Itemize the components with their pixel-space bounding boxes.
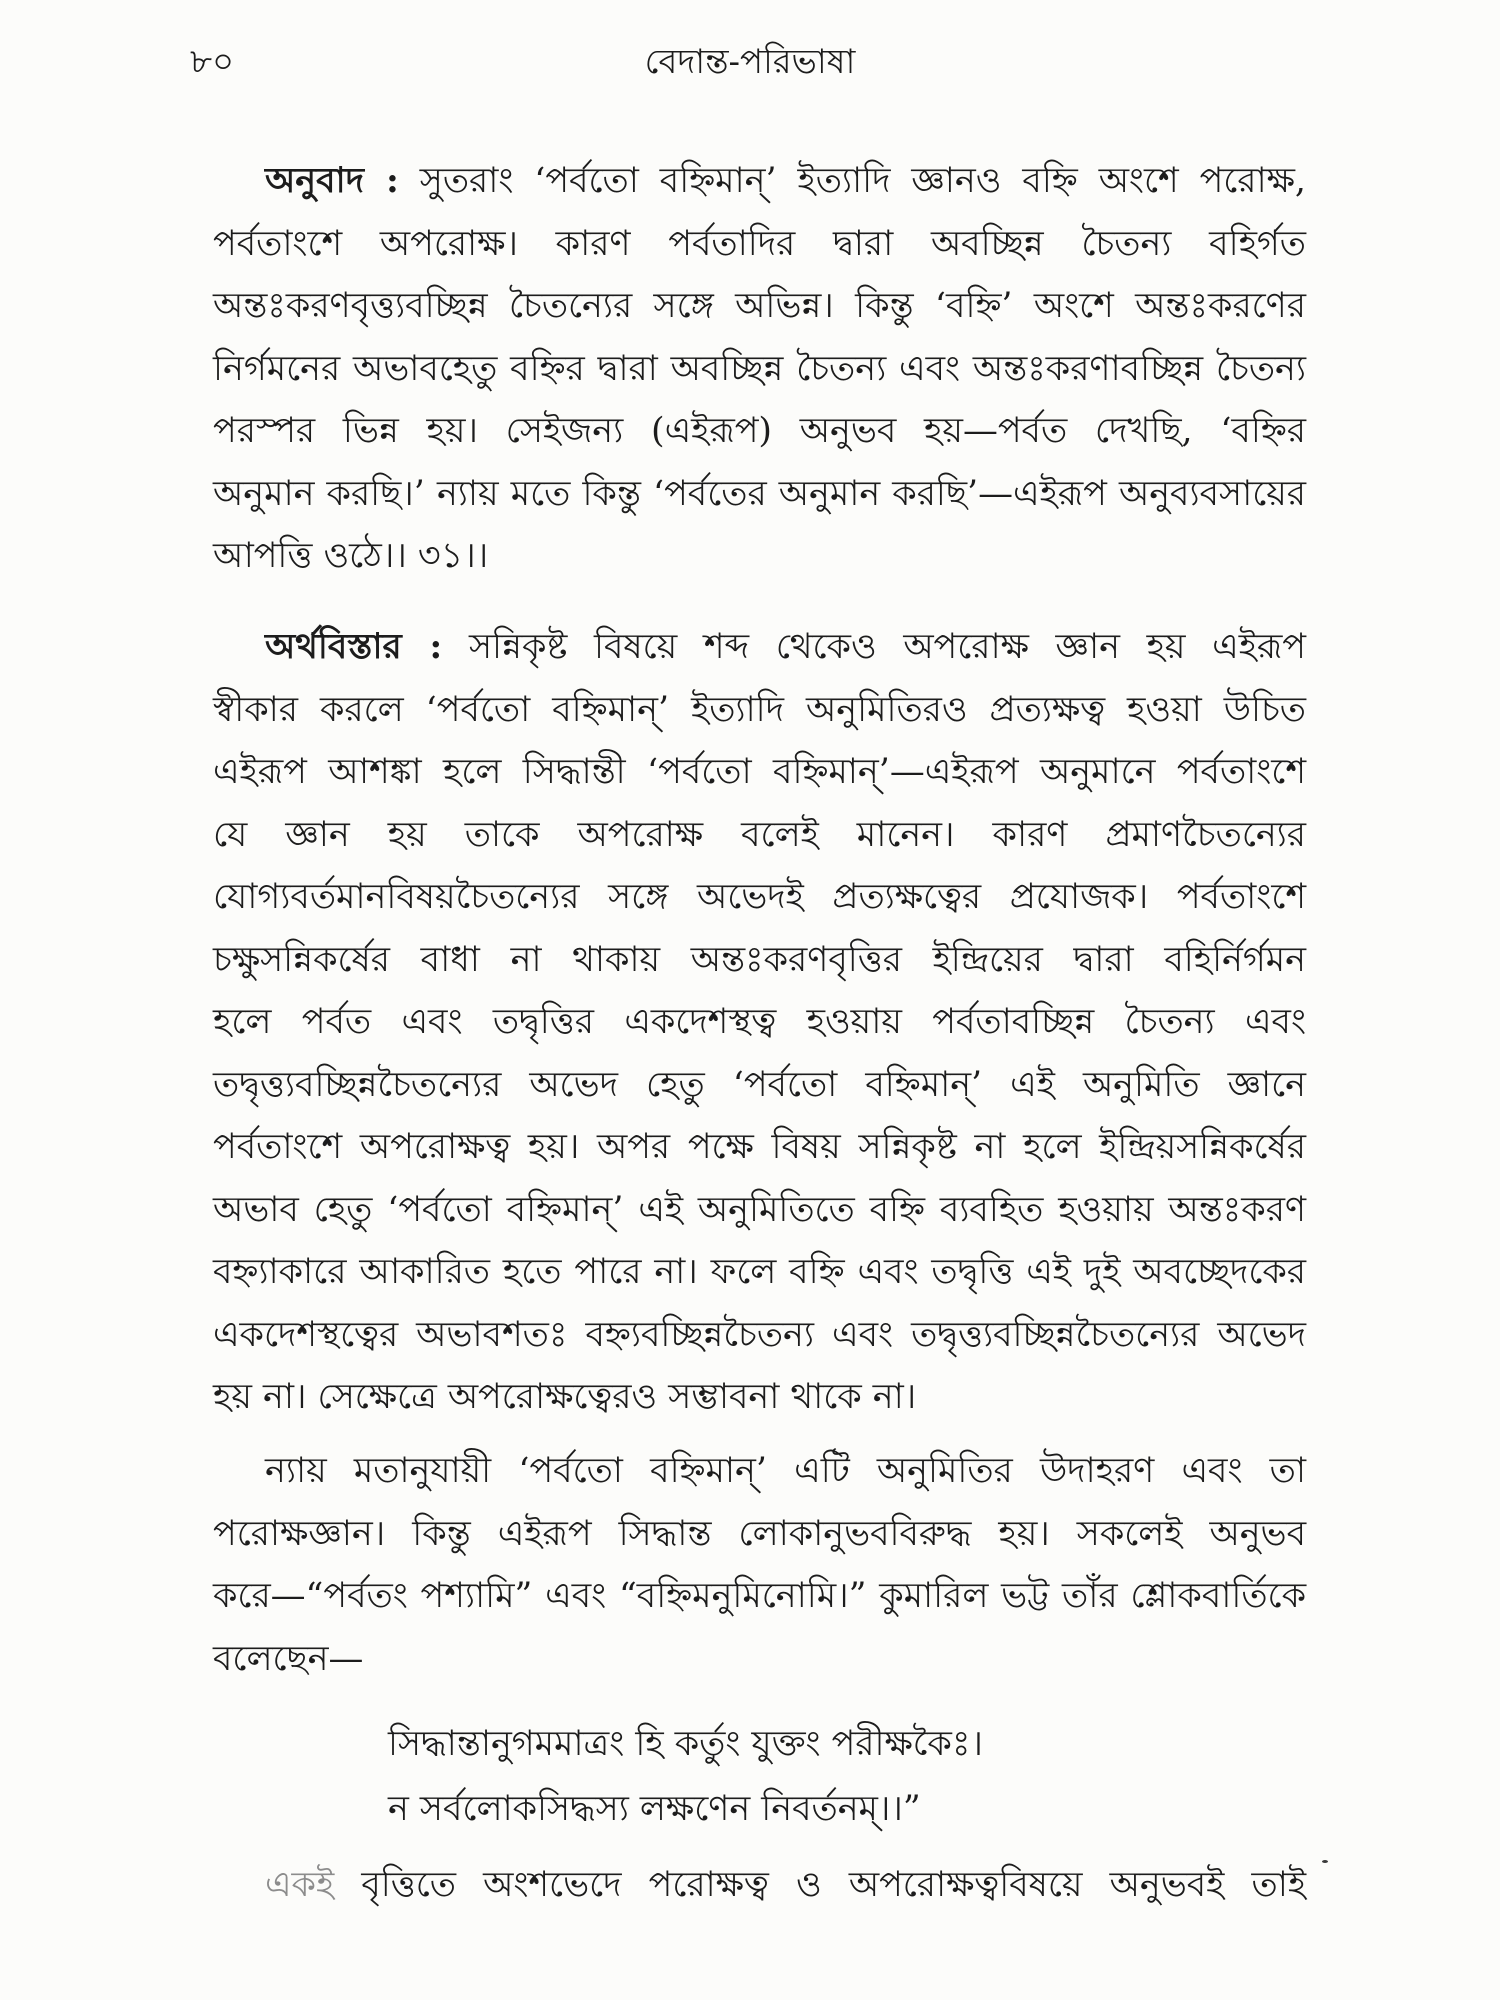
- continuation-line-text: বৃত্তিতে অংশভেদে পরোক্ষত্ব ও অপরোক্ষত্ববিষয়ে অনুভবই তাই: [361, 1865, 1306, 1905]
- translation-line: পর্বতাংশে অপরোক্ষ। কারণ পর্বতাদির দ্বারা অবচ্ছিন্ন চৈতন্য বহির্গত: [213, 223, 1306, 264]
- translation-line-text: সুতরাং ‘পর্বতো বহ্নিমান্’ ইত্যাদি জ্ঞানও বহ্নি অংশে পরোক্ষ,: [419, 161, 1306, 201]
- explanation-line: যে জ্ঞান হয় তাকে অপরোক্ষ বলেই মানেন। কারণ প্রমাণচৈতন্যের: [213, 814, 1306, 855]
- explanation-label: অর্থবিস্তার :: [265, 626, 443, 667]
- explanation-line: যোগ্যবর্তমানবিষয়চৈতন্যের সঙ্গে অভেদই প্রত্যক্ষত্বের প্রযোজক। পর্বতাংশে: [213, 877, 1306, 917]
- explanation-line: হলে পর্বত এবং তদ্বৃত্তির একদেশস্থত্ব হওয়ায় পর্বতাবচ্ছিন্ন চৈতন্য এবং: [213, 1002, 1306, 1042]
- verse-line: সিদ্ধান্তানুগমমাত্রং হি কর্তুং যুক্তং পরীক্ষকৈঃ।: [388, 1724, 983, 1764]
- translation-line: নির্গমনের অভাবহেতু বহ্নির দ্বারা অবচ্ছিন্ন চৈতন্য এবং অন্তঃকরণাবচ্ছিন্ন চৈতন্য: [213, 348, 1306, 389]
- translation-line: [213, 150, 1306, 213]
- continuation-line: [213, 1854, 1306, 1917]
- nyaya-line: বলেছেন—: [213, 1638, 364, 1679]
- explanation-line: তদ্বৃত্ত্যবচ্ছিন্নচৈতন্যের অভেদ হেতু ‘পর্বতো বহ্নিমান্’ এই অনুমিতি জ্ঞানে: [213, 1064, 1306, 1105]
- explanation-line: চক্ষুসন্নিকর্ষের বাধা না থাকায় অন্তঃকরণবৃত্তির ইন্দ্রিয়ের দ্বারা বহির্নির্গমন: [213, 939, 1306, 980]
- verse-quotation: [388, 1712, 1306, 1842]
- translation-paragraph: [213, 150, 1306, 588]
- nyaya-paragraph: [213, 1440, 1306, 1690]
- nyaya-line: ন্যায় মতানুযায়ী ‘পর্বতো বহ্নিমান্’ এটি অনুমিতির উদাহরণ এবং তা: [265, 1451, 1306, 1491]
- text-area: [213, 0, 1306, 2000]
- translation-line: অনুমান করছি।’ ন্যায় মতে কিন্তু ‘পর্বতের অনুমান করছি’—এইরূপ অনুব্যবসায়ের: [213, 473, 1306, 514]
- running-title: বেদান্ত-পরিভাষা: [644, 42, 856, 82]
- explanation-line: একদেশস্থত্বের অভাবশতঃ বহ্ন্যবচ্ছিন্নচৈতন্য এবং তদ্বৃত্ত্যবচ্ছিন্নচৈতন্যের অভেদ: [213, 1314, 1306, 1355]
- nyaya-line: পরোক্ষজ্ঞান। কিন্তু এইরূপ সিদ্ধান্ত লোকানুভববিরুদ্ধ হয়। সকলেই অনুভব: [213, 1513, 1306, 1554]
- verse-line: ন সর্বলোকসিদ্ধস্য লক্ষণেন নিবর্তনম্।।”: [388, 1789, 921, 1829]
- translation-line: পরস্পর ভিন্ন হয়। সেইজন্য (এইরূপ) অনুভব হয়—পর্বত দেখছি, ‘বহ্নির: [213, 411, 1306, 451]
- translation-line: অন্তঃকরণবৃত্ত্যবচ্ছিন্ন চৈতন্যের সঙ্গে অভিন্ন। কিন্তু ‘বহ্নি’ অংশে অন্তঃকরণের: [213, 286, 1306, 326]
- translation-line: আপত্তি ওঠে।। ৩১।।: [213, 536, 489, 576]
- explanation-paragraph: [213, 616, 1306, 1429]
- page-number: ৮০: [190, 42, 235, 82]
- explanation-line: এইরূপ আশঙ্কা হলে সিদ্ধান্তী ‘পর্বতো বহ্নিমান্’—এইরূপ অনুমানে পর্বতাংশে: [213, 752, 1306, 792]
- translation-label: অনুবাদ :: [265, 160, 399, 201]
- continuation-faded-lead: একই: [265, 1865, 335, 1905]
- explanation-line: স্বীকার করলে ‘পর্বতো বহ্নিমান্’ ইত্যাদি অনুমিতিরও প্রত্যক্ষত্ব হওয়া উচিত: [213, 689, 1306, 730]
- continuation-paragraph: [213, 1854, 1306, 1917]
- scan-speck: [1322, 1860, 1328, 1863]
- explanation-line: [213, 616, 1306, 679]
- explanation-line: অভাব হেতু ‘পর্বতো বহ্নিমান্’ এই অনুমিতিতে বহ্নি ব্যবহিত হওয়ায় অন্তঃকরণ: [213, 1189, 1306, 1230]
- explanation-line-text: সন্নিকৃষ্ট বিষয়ে শব্দ থেকেও অপরোক্ষ জ্ঞান হয় এইরূপ: [468, 627, 1306, 667]
- explanation-line: বহ্ন্যাকারে আকারিত হতে পারে না। ফলে বহ্নি এবং তদ্বৃত্তি এই দুই অবচ্ছেদকের: [213, 1252, 1306, 1292]
- explanation-line: পর্বতাংশে অপরোক্ষত্ব হয়। অপর পক্ষে বিষয় সন্নিকৃষ্ট না হলে ইন্দ্রিয়সন্নিকর্ষের: [213, 1127, 1306, 1167]
- explanation-line: হয় না। সেক্ষেত্রে অপরোক্ষত্বেরও সম্ভাবনা থাকে না।: [213, 1377, 917, 1417]
- nyaya-line: করে—“পর্বতং পশ্যামি” এবং “বহ্নিমনুমিনোমি।” কুমারিল ভট্ট তাঁর শ্লোকবার্তিকে: [213, 1576, 1306, 1616]
